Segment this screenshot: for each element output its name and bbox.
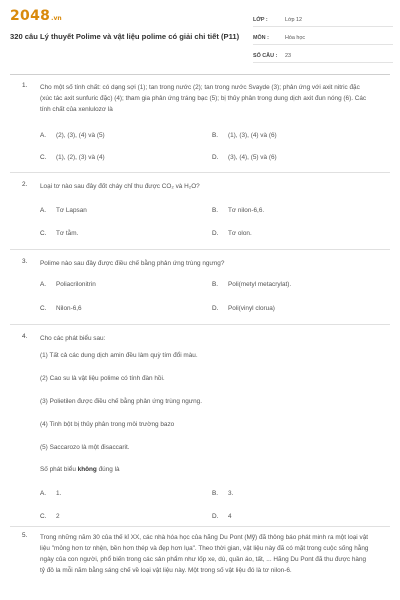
- option-d[interactable]: [212, 305, 275, 312]
- option-letter: C.: [40, 230, 47, 237]
- option-text: 2: [56, 513, 60, 520]
- meta-row-subject: [253, 32, 393, 45]
- question-text: Cho một số tính chất: có dạng sợi (1); tan trong nước (2); tan trong nước Svayde (3); phản ứng với axit nitric đặc (xúc tác axit sunfuric đặc) (4); tham gia phản ứng tráng bạc (5); bị thủy phân trong dung dịch axit đun nóng (6). Các tính chất của xenlulozơ là: [40, 84, 367, 113]
- meta-key: SỐ CÂU :: [253, 53, 278, 59]
- option-letter: C.: [40, 513, 47, 520]
- prompt-emphasis: không: [77, 466, 97, 473]
- meta-key: LỚP :: [253, 17, 268, 23]
- option-c[interactable]: [40, 513, 60, 520]
- meta-row-count: [253, 50, 393, 63]
- option-letter: D.: [212, 305, 219, 312]
- option-letter: B.: [212, 281, 219, 288]
- option-letter: A.: [40, 207, 47, 214]
- question-number: 2.: [22, 181, 28, 188]
- option-letter: B.: [212, 132, 219, 139]
- statement: (3) Polietilen được điều chế bằng phản ứng trùng ngưng.: [40, 398, 202, 405]
- option-letter: C.: [40, 305, 47, 312]
- option-text: Poliacrilonitrin: [56, 281, 96, 288]
- option-letter: A.: [40, 281, 47, 288]
- question-number: 4.: [22, 333, 28, 340]
- option-c[interactable]: [40, 305, 82, 312]
- statement: (4) Tinh bột bị thủy phân trong môi trường bazo: [40, 421, 175, 428]
- question-number: 3.: [22, 258, 28, 265]
- option-text: Poli(vinyl clorua): [228, 305, 275, 312]
- option-letter: A.: [40, 132, 47, 139]
- prompt-text: đúng là: [96, 466, 120, 473]
- question-text: Cho các phát biểu sau:: [40, 335, 106, 342]
- option-text: 3.: [228, 490, 234, 497]
- option-a[interactable]: [40, 490, 61, 497]
- header-divider: [10, 74, 390, 75]
- question-number: 5.: [22, 532, 28, 539]
- statement: (1) Tất cả các dung dịch amin đều làm quỳ tím đổi màu.: [40, 352, 198, 359]
- option-letter: D.: [212, 513, 219, 520]
- option-a[interactable]: [40, 281, 96, 288]
- statement: (5) Saccarozo là một đisaccarit.: [40, 444, 130, 451]
- option-b[interactable]: [212, 132, 277, 139]
- option-text: Tơ nilon-6,6.: [228, 207, 265, 214]
- page-header: [0, 0, 400, 68]
- option-text: 1.: [56, 490, 62, 497]
- option-d[interactable]: [212, 154, 277, 161]
- meta-value: Hóa học: [285, 35, 306, 41]
- option-c[interactable]: [40, 230, 78, 237]
- option-a[interactable]: [40, 132, 105, 139]
- question-number: 1.: [22, 82, 28, 89]
- question-text: Loại tơ nào sau đây đốt cháy chỉ thu được CO₂ và H₂O?: [40, 183, 200, 190]
- option-text: Poli(metyl metacrylat).: [228, 281, 292, 288]
- question-divider: [10, 324, 390, 325]
- option-d[interactable]: [212, 230, 252, 237]
- prompt-text: Số phát biểu: [40, 466, 78, 473]
- option-letter: C.: [40, 154, 47, 161]
- meta-value: 23: [285, 53, 291, 59]
- option-text: (2), (3), (4) và (5): [56, 132, 105, 139]
- option-text: (1), (2), (3) và (4): [56, 154, 105, 161]
- option-letter: A.: [40, 490, 47, 497]
- option-text: (3), (4), (5) và (6): [228, 154, 277, 161]
- option-letter: B.: [212, 207, 219, 214]
- meta-value: Lớp 12: [285, 17, 303, 23]
- option-text: 4: [228, 513, 232, 520]
- logo-number: 2048: [10, 8, 51, 24]
- question-prompt: [40, 466, 120, 473]
- option-text: (1), (3), (4) và (6): [228, 132, 277, 139]
- option-b[interactable]: [212, 207, 264, 214]
- question-text: Trong những năm 30 của thế kỉ XX, các nhà hóa học của hãng Du Pont (Mỹ) đã thông báo phát minh ra một loại vật liệu "mỏng hơn tơ nhện, bền hơn thép và đẹp hơn lụa". Theo thời gian, vật liệu này đã có mặt trong cuộc sống hằng ngày của con người, phổ biến trong các sản phẩm như lốp xe, dù, quần áo, tất, ... Hãng Du Pont đã thu được hàng tỷ đô la mỗi năm bằng sáng chế về loại vật liệu này. Một trong số vật liệu đó là tơ nilon-6.: [40, 534, 369, 574]
- question-divider: [10, 172, 390, 173]
- option-b[interactable]: [212, 281, 291, 288]
- option-letter: D.: [212, 154, 219, 161]
- logo-suffix: .vn: [51, 15, 62, 22]
- option-b[interactable]: [212, 490, 233, 497]
- option-text: Tơ tằm.: [56, 230, 79, 237]
- site-logo[interactable]: [10, 8, 62, 24]
- option-d[interactable]: [212, 513, 232, 520]
- statement: (2) Cao su là vật liệu polime có tính đàn hồi.: [40, 375, 165, 382]
- option-c[interactable]: [40, 154, 105, 161]
- document-meta: [253, 14, 393, 68]
- option-text: Tơ Lapsan: [56, 207, 87, 214]
- question-divider: [10, 249, 390, 250]
- meta-key: MÔN :: [253, 35, 269, 41]
- option-text: Tơ olon.: [228, 230, 252, 237]
- option-text: Nilon-6,6: [56, 305, 82, 312]
- option-a[interactable]: [40, 207, 87, 214]
- option-letter: D.: [212, 230, 219, 237]
- document-title: 320 câu Lý thuyết Polime và vật liệu polime có giải chi tiết (P11): [10, 32, 240, 41]
- meta-row-class: [253, 14, 393, 27]
- option-letter: B.: [212, 490, 219, 497]
- question-text: Polime nào sau đây được điều chế bằng phản ứng trùng ngưng?: [40, 260, 225, 267]
- question-divider: [10, 526, 390, 527]
